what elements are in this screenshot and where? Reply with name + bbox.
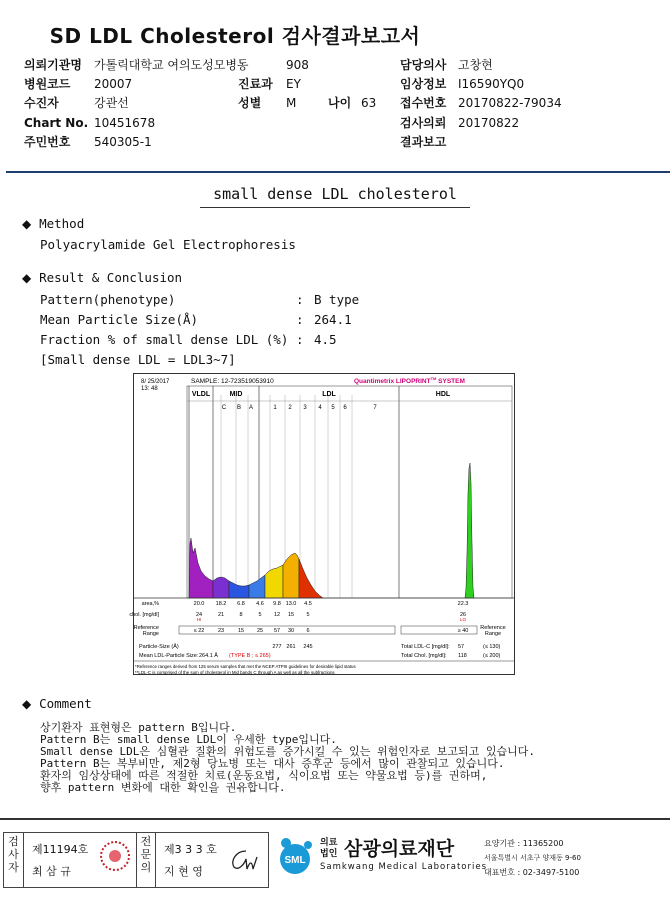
receipt-label: 접수번호 (400, 96, 447, 110)
lipoprint-chart (129, 373, 515, 679)
total-ldl-label: Total LDL-C [mg/dl]: (401, 644, 450, 650)
chart-brand: Quantimetrix LIPOPRINT™ SYSTEM (354, 376, 465, 385)
lipoprint-svg (129, 373, 515, 679)
particle-value: 261 (286, 644, 296, 650)
doctor-label: 담당의사 (400, 58, 447, 72)
chol-value: 5 (306, 612, 310, 618)
comment-line: 상기환자 표현형은 pattern B입니다. (40, 721, 237, 734)
chart-date: 8/ 25/2017 (141, 379, 170, 385)
area-value: 20.0 (193, 601, 205, 607)
chol-flag: LO (459, 617, 467, 622)
row-label-ref: Range (142, 631, 159, 637)
header-divider (6, 171, 670, 173)
spec-no: 제3 3 3 호 (164, 843, 217, 856)
chart-sample: SAMPLE: 12-723519053910 (191, 378, 274, 385)
diamond-icon: ◆ (22, 217, 32, 231)
comment-line: 환자의 임상상태에 따른 적절한 치료(운동요법, 식이요법 또는 약물요법 등)를 권하며, (40, 769, 488, 782)
total-chol-value: 118 (458, 653, 467, 659)
tech-name: 최 삼 규 (32, 865, 71, 878)
peak-mid-c (213, 577, 229, 598)
svg-text:SML: SML (284, 855, 306, 866)
result-label-size: Mean Particle Size(Å) (40, 312, 199, 327)
id-value: 540305-1 (94, 135, 152, 149)
method-heading-text: Method (39, 216, 85, 231)
result-heading (22, 270, 182, 285)
chart-note: **LDL-C is comprised of the sum of cholesterol in Mid bands C through A as well as all the subfractions (135, 670, 335, 675)
comment-line: 향후 pattern 변화에 대한 확인을 권유합니다. (40, 781, 286, 794)
comment-line: Pattern B는 복부비만, 제2형 당뇨병 또는 대사 증후군 등에서 많이 관찰되고 있습니다. (40, 757, 505, 770)
band-group-label: HDL (435, 391, 451, 398)
ldl-band-label: 2 (288, 405, 292, 411)
result-label-fraction: Fraction % of small dense LDL (%) (40, 332, 289, 347)
mean-size-value: 264.1 Å (199, 653, 218, 659)
area-value: 6.8 (237, 601, 245, 607)
ldl-band-label: 4 (318, 405, 322, 411)
area-value: 13.0 (285, 601, 297, 607)
comment-line: Pattern B는 small dense LDL이 우세한 type입니다. (40, 733, 337, 746)
area-value: 22.3 (457, 601, 469, 607)
section-title: small dense LDL cholesterol (213, 185, 457, 203)
request-value: 20170822 (458, 116, 520, 130)
result-value-fraction: 4.5 (314, 332, 337, 347)
chol-flag: HI (196, 617, 202, 622)
row-label-ref: Reference (133, 625, 159, 631)
band-group-label: LDL (322, 391, 336, 398)
clinical-value: I16590YQ0 (458, 77, 525, 91)
chart-no-label: Chart No. (24, 116, 89, 130)
ref-value: 23 (217, 628, 225, 634)
receipt-value: 20170822-79034 (458, 96, 562, 110)
sml-logo (272, 835, 318, 881)
particle-value: 277 (272, 644, 282, 650)
clinical-label: 임상정보 (400, 77, 447, 91)
band-group-label: VLDL (191, 391, 211, 398)
age-value: 63 (361, 96, 377, 110)
spec-name: 지 현 영 (164, 865, 203, 878)
org-small: 의료법인 (320, 838, 338, 859)
mid-band-label: A (248, 405, 254, 411)
dept-label: 진료과 (238, 77, 273, 91)
mid-band-label: C (221, 405, 227, 411)
id-label: 주민번호 (24, 135, 71, 149)
org-code: 요양기관 : 11365200 (484, 839, 564, 848)
spec-label: 전문의 (136, 833, 156, 887)
band-group-label: MID (229, 391, 243, 398)
patient-label: 수진자 (24, 96, 59, 110)
ref-value: 57 (273, 628, 281, 634)
tech-label: 검사자 (4, 833, 24, 887)
sex-value: M (286, 96, 297, 110)
tech-no: 제11194호 (32, 843, 89, 856)
result-heading-text: Result & Conclusion (39, 270, 183, 285)
method-text: Polyacrylamide Gel Electrophoresis (40, 237, 296, 252)
ldl-band-label: 1 (273, 405, 277, 411)
ldl-band-label: 5 (331, 405, 335, 411)
row-label-chol: chol. [mg/dl] (129, 612, 159, 618)
row-label-area: area,% (141, 601, 159, 607)
section-title-underline (200, 207, 470, 208)
chart-time: 13: 48 (141, 386, 158, 392)
footer-divider (0, 818, 670, 820)
area-value: 18.2 (215, 601, 227, 607)
method-heading (22, 216, 84, 231)
chol-value: 12 (273, 612, 281, 618)
request-label: 검사의뢰 (400, 116, 447, 130)
result-sep: : (296, 292, 304, 307)
sdldl-note: [Small dense LDL = LDL3~7] (40, 352, 236, 367)
comment-body (40, 722, 535, 794)
result-value-pattern: B type (314, 292, 360, 307)
row-label-mean: Mean LDL-Particle Size: (139, 653, 199, 659)
total-chol-ref: (≤ 200) (483, 653, 501, 659)
ldl-band-label: 6 (343, 405, 347, 411)
chol-value: 8 (239, 612, 243, 618)
ref-value: ≤ 22 (193, 628, 205, 634)
ldl-band-label: 7 (373, 405, 377, 411)
ward-value: 908 (286, 58, 309, 72)
result-row-pattern (40, 292, 175, 307)
comment-heading-text: Comment (39, 696, 92, 711)
hospital-label: 의뢰기관명 (24, 58, 82, 72)
sex-label: 성별 (238, 96, 262, 110)
org-english: Samkwang Medical Laboratories (320, 862, 488, 872)
report-title: SD LDL Cholesterol 검사결과보고서 (49, 24, 421, 48)
result-sep: : (296, 312, 304, 327)
seal-stamp (100, 841, 130, 871)
chol-value: 24 (195, 612, 203, 618)
diamond-icon: ◆ (22, 271, 32, 285)
particle-value: 245 (303, 644, 313, 650)
ldl-band-label: 3 (303, 405, 307, 411)
comment-heading (22, 696, 92, 711)
chart-note: *Reference ranges derived from 125 serum samples that met the NCEP ATPIII guidelines for desirable lipid status (135, 664, 356, 669)
ref-right-label: Range (484, 631, 502, 637)
ref-value: 15 (237, 628, 245, 634)
ref-right-label: Reference (480, 625, 506, 631)
hospital-value: 가톨릭대학교 여의도성모병동 (94, 58, 249, 72)
diamond-icon: ◆ (22, 697, 32, 711)
org-phone: 대표번호 : 02-3497-5100 (484, 868, 580, 877)
comment-line: Small dense LDL은 심혈관 질환의 위험도를 증가시킬 수 있는 위험인자로 보고되고 있습니다. (40, 745, 535, 758)
total-ldl-ref: (≤ 130) (483, 644, 501, 650)
area-value: 4.6 (256, 601, 264, 607)
area-value: 4.5 (304, 601, 312, 607)
org-address: 서울특별시 서초구 양재동 9-60 (484, 854, 581, 862)
patient-value: 강관선 (94, 96, 129, 110)
total-ldl-value: 57 (458, 644, 465, 650)
chart-no-value: 10451678 (94, 116, 156, 130)
area-value: 9.8 (273, 601, 281, 607)
mean-type-value: (TYPE B ; ≤ 265) (229, 653, 271, 659)
age-label: 나이 (328, 96, 352, 110)
total-chol-label: Total Chol. [mg/dl]: (401, 653, 447, 659)
signature-box (3, 832, 269, 888)
chol-value: 5 (258, 612, 262, 618)
ref-value: 25 (256, 628, 264, 634)
result-label: 결과보고 (400, 135, 447, 149)
ref-value: ≥ 40 (457, 628, 469, 634)
chol-value: 26 (459, 612, 467, 618)
code-value: 20007 (94, 77, 133, 91)
mid-band-label: B (236, 405, 242, 411)
row-label-particle: Particle-Size (Å) (139, 644, 179, 650)
ref-value: 30 (287, 628, 295, 634)
dept-value: EY (286, 77, 301, 91)
sml-logo-icon (272, 835, 318, 881)
ref-value: 6 (306, 628, 310, 634)
handwritten-signature (226, 847, 260, 873)
result-sep: : (296, 332, 304, 347)
chol-value: 15 (287, 612, 295, 618)
doctor-value: 고창현 (458, 58, 493, 72)
chol-value: 21 (217, 612, 225, 618)
result-label: Pattern(phenotype) (40, 292, 176, 307)
code-label: 병원코드 (24, 77, 71, 91)
org-name: 삼광의료재단 (344, 838, 455, 860)
result-value-size: 264.1 (314, 312, 352, 327)
